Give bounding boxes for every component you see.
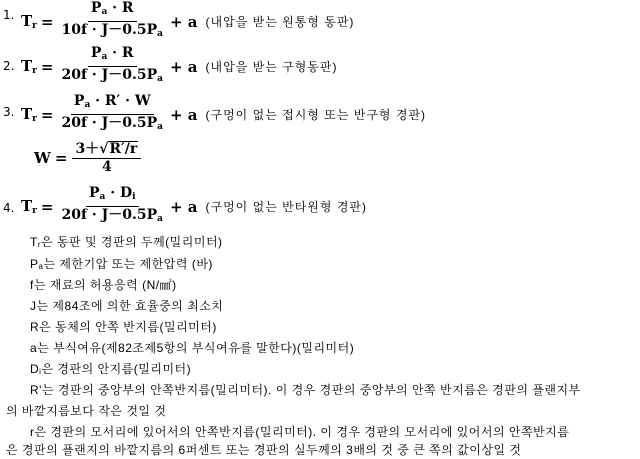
definition-j: J는 제84조에 의한 효율중의 최소치 [30, 299, 224, 313]
definition-a: a는 부식여유(제82조제5항의 부식여유를 말한다)(밀리미터) [30, 341, 355, 355]
definition-r: R은 동체의 안쪽 반지름(밀리미터) [30, 320, 217, 334]
formula-4: $T_r$ = $\frac{P_a \cdot D_i}{20f \cdot J-0.5P_a}$ + a (구멍이 없는 반타원형 경판) [21, 186, 367, 227]
w-formula: W = 3＋ √ R′/r 4 [34, 141, 141, 175]
formula-2-caption: (내압을 받는 구형동판) [205, 60, 338, 74]
formula-2-fraction: $\frac{P_a \cdot R}{20f \cdot J-0.5P_a}$ [61, 45, 163, 84]
formula-1-number: 1. [3, 8, 15, 22]
definition-r-prime: R'는 경판의 중앙부의 안쪽반지름(밀리미터). 이 경우 경판의 중앙부의 안쪽 반지름은 경판의 플랜지부 [30, 383, 581, 397]
formula-3-number: 3. [3, 105, 15, 119]
definition-small-r: r은 경판의 모서리에 있어서의 안쪽반지름(밀리미터). 이 경우 경판의 모서리에 있어서의 안쪽반지름 [30, 425, 570, 439]
formula-4-fraction: $\frac{P_a \cdot D_i}{20f \cdot J-0.5P_a}$ [61, 185, 163, 224]
definition-small-r-cont: 은 경판의 플랜지의 바깥지름의 6퍼센트 또는 경판의 실두께의 3배의 것 중 큰 쪽의 값이상일 것 [6, 443, 522, 457]
formula-2: $T_r$ = $\frac{P_a \cdot R}{20f \cdot J-0.5P_a}$ + a (내압을 받는 구형동판) [21, 46, 338, 87]
formula-3-fraction: $\frac{P_a \cdot R' \cdot W}{20f \cdot J-0.5P_a}$ [61, 93, 163, 132]
definition-tr: Tr은 동판 및 경판의 두께(밀리미터) [30, 235, 223, 249]
definition-r-prime-cont: 의 바깥지름보다 작은 것일 것 [6, 404, 167, 418]
formula-2-number: 2. [3, 59, 15, 73]
definition-pa: Pa는 제한기압 또는 제한압력 (바) [30, 257, 213, 271]
formula-1-caption: (내압을 받는 원통형 동판) [205, 15, 355, 29]
definition-f: f는 재료의 허용응력 (N/㎟) [30, 278, 177, 292]
formula-1-fraction: $\frac{P_a \cdot R}{10f \cdot J-0.5P_a}$ [61, 0, 163, 39]
formula-1: $T_r$ = $\frac{P_a \cdot R}{10f \cdot J-0.5P_a}$ + a (내압을 받는 원통형 동판) [21, 1, 354, 42]
formula-3: $T_r$ = $\frac{P_a \cdot R' \cdot W}{20f \cdot J-0.5P_a}$ + a (구멍이 없는 접시형 또는 반구형 경판) [21, 94, 426, 135]
definition-di: Di은 경판의 안지름(밀리미터) [30, 362, 192, 376]
formula-4-number: 4. [3, 201, 15, 215]
w-formula-fraction: 3＋ √ R′/r 4 [72, 141, 141, 175]
formula-3-caption: (구멍이 없는 접시형 또는 반구형 경판) [205, 108, 427, 122]
formula-4-caption: (구멍이 없는 반타원형 경판) [205, 200, 368, 214]
